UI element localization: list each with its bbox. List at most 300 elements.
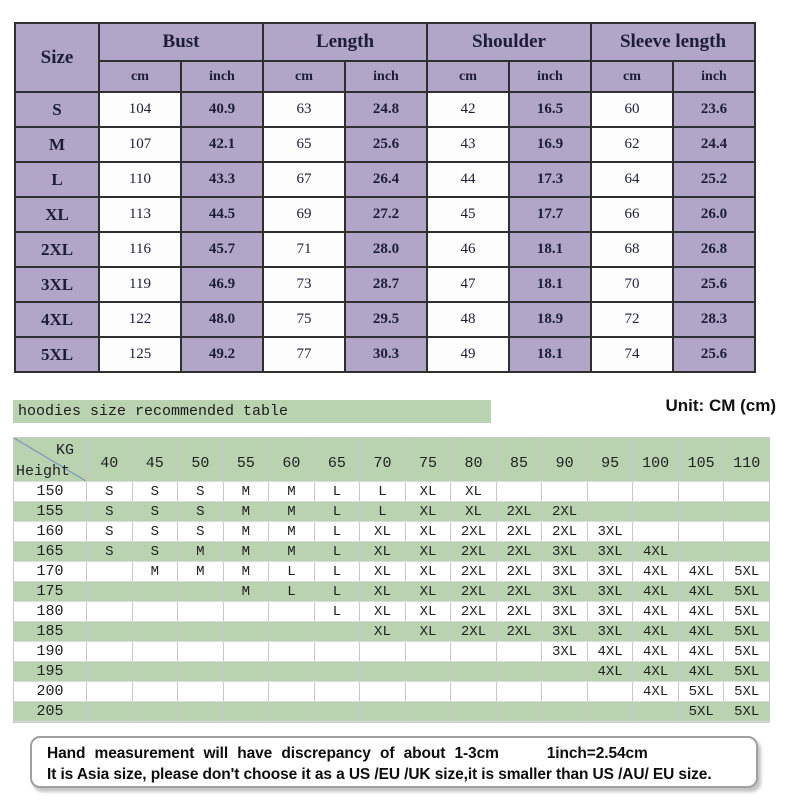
recommend-size-cell: 3XL — [542, 602, 588, 621]
recommend-size-cell: XL — [451, 502, 497, 521]
weight-header-cell: 60 — [269, 438, 315, 481]
recommend-size-cell: M — [269, 522, 315, 541]
recommend-size-cell: 5XL — [734, 643, 760, 660]
cm-value-cell: 66 — [591, 197, 673, 232]
cm-value-cell: 75 — [263, 302, 345, 337]
recommend-size-cell: 4XL — [633, 542, 679, 561]
size-row — [15, 267, 755, 302]
recommend-size-cell: 3XL — [588, 602, 634, 621]
recommend-size-cell — [178, 682, 224, 701]
inch-value-cell: 40.9 — [181, 92, 263, 127]
cm-value-cell: 104 — [99, 92, 181, 127]
recommend-size-cell — [724, 502, 769, 521]
recommend-size-cell: 3XL — [588, 562, 634, 581]
recommend-size-cell: 4XL — [633, 562, 679, 581]
cm-value-cell: 110 — [99, 162, 181, 197]
recommend-size-cell — [360, 642, 406, 661]
cm-value-cell: 113 — [99, 197, 181, 232]
recommend-size-cell: L — [269, 582, 315, 601]
recommend-size-cell: XL — [451, 482, 497, 501]
recommend-size-cell — [542, 662, 588, 681]
recommend-size-cell: S — [133, 502, 179, 521]
weight-header-cell: 70 — [360, 438, 406, 481]
recommend-size-cell: XL — [406, 482, 452, 501]
recommend-size-cell: M — [224, 562, 270, 581]
recommend-size-cell: M — [224, 582, 270, 601]
recommend-size-cell — [178, 662, 224, 681]
size-row — [15, 337, 755, 372]
recommend-size-cell: XL — [406, 502, 452, 521]
weight-header-cell: 45 — [133, 438, 179, 481]
size-row — [15, 197, 755, 232]
height-axis-label: Height — [16, 463, 71, 480]
inch-unit-header: inch — [181, 61, 263, 92]
weight-header-cell: 80 — [451, 438, 497, 481]
height-label-cell: 200 — [14, 682, 87, 701]
recommend-size-cell — [360, 662, 406, 681]
recommend-size-cell — [224, 642, 270, 661]
recommend-row — [14, 502, 769, 522]
recommend-size-cell — [178, 582, 224, 601]
recommend-size-table — [13, 437, 770, 723]
recommend-size-cell — [133, 662, 179, 681]
recommend-size-cell: S — [87, 522, 133, 541]
recommend-size-cell: XL — [406, 542, 452, 561]
recommend-size-cell: M — [269, 542, 315, 561]
recommend-size-cell — [224, 662, 270, 681]
inch-value-cell: 26.4 — [345, 162, 427, 197]
recommend-size-cell: 4XL — [633, 602, 679, 621]
cm-value-cell: 42 — [427, 92, 509, 127]
recommend-size-cell: 2XL — [497, 562, 543, 581]
recommend-size-cell: 4XL — [679, 642, 725, 661]
recommend-size-cell — [497, 662, 543, 681]
height-label-cell: 170 — [14, 562, 87, 581]
recommend-size-cell: 3XL — [588, 622, 634, 641]
recommend-size-cell: S — [87, 502, 133, 521]
recommend-size-cell: M — [224, 522, 270, 541]
unit-header-row — [15, 61, 755, 92]
recommend-size-cell — [178, 642, 224, 661]
recommend-size-cell: S — [87, 482, 133, 501]
weight-header-cell: 50 — [178, 438, 224, 481]
cm-value-cell: 45 — [427, 197, 509, 232]
recommend-size-cell: M — [133, 562, 179, 581]
inch-value-cell: 18.1 — [509, 232, 591, 267]
inch-value-cell: 46.9 — [181, 267, 263, 302]
recommend-size-cell: 5XL — [734, 703, 760, 720]
cm-unit-header: cm — [99, 61, 181, 92]
recommend-size-cell: M — [224, 482, 270, 501]
weight-header-cell: 85 — [497, 438, 543, 481]
size-measurements-table — [14, 22, 756, 373]
recommend-size-cell: 4XL — [588, 662, 634, 681]
recommend-size-cell: 3XL — [542, 562, 588, 581]
recommend-size-cell: 2XL — [451, 582, 497, 601]
recommend-size-cell — [679, 502, 725, 521]
recommend-size-cell — [133, 602, 179, 621]
height-label-cell: 195 — [14, 662, 87, 681]
cm-value-cell: 44 — [427, 162, 509, 197]
recommend-size-cell: L — [315, 522, 361, 541]
recommend-size-cell — [451, 702, 497, 721]
height-label-cell: 165 — [14, 542, 87, 561]
recommend-size-cell: XL — [406, 582, 452, 601]
recommend-size-cell: S — [133, 522, 179, 541]
cm-value-cell: 116 — [99, 232, 181, 267]
recommend-size-cell — [588, 502, 634, 521]
recommend-size-cell — [633, 522, 679, 541]
size-row — [15, 127, 755, 162]
recommend-size-cell: XL — [360, 522, 406, 541]
cm-value-cell: 71 — [263, 232, 345, 267]
cm-value-cell: 65 — [263, 127, 345, 162]
recommend-size-cell: M — [269, 502, 315, 521]
recommend-size-cell — [542, 482, 588, 501]
height-label-cell: 150 — [14, 482, 87, 501]
recommend-size-cell: 2XL — [451, 622, 497, 641]
recommend-size-cell: M — [178, 562, 224, 581]
recommend-size-cell — [133, 622, 179, 641]
recommend-row — [14, 642, 769, 662]
inch-value-cell: 49.2 — [181, 337, 263, 372]
recommend-size-cell: S — [87, 542, 133, 561]
recommend-size-cell: 2XL — [497, 622, 543, 641]
weight-header-cell: 110 — [733, 455, 761, 472]
recommend-size-cell: L — [315, 502, 361, 521]
size-label: M — [15, 127, 99, 162]
size-table-body — [15, 92, 755, 372]
shoulder-header: Shoulder — [427, 23, 591, 61]
recommend-size-cell: L — [315, 602, 361, 621]
recommend-size-cell: 5XL — [734, 683, 760, 700]
recommend-size-cell — [178, 702, 224, 721]
inch-value-cell: 16.5 — [509, 92, 591, 127]
recommend-size-cell — [679, 482, 725, 501]
recommend-size-cell: 5XL — [734, 623, 760, 640]
sleeve-length-header: Sleeve length — [591, 23, 755, 61]
inch-value-cell: 24.8 — [345, 92, 427, 127]
recommend-size-cell: 2XL — [497, 582, 543, 601]
recommend-size-cell: XL — [406, 522, 452, 541]
recommend-size-cell: XL — [406, 562, 452, 581]
recommend-size-cell — [315, 622, 361, 641]
inch-value-cell: 28.7 — [345, 267, 427, 302]
recommend-size-cell — [542, 682, 588, 701]
recommend-size-cell: 2XL — [542, 502, 588, 521]
recommend-size-cell: S — [133, 482, 179, 501]
recommend-size-cell: L — [360, 482, 406, 501]
recommend-size-cell — [497, 682, 543, 701]
recommend-size-cell: 2XL — [497, 502, 543, 521]
recommend-size-cell — [406, 682, 452, 701]
recommend-size-cell: 2XL — [497, 542, 543, 561]
recommend-size-cell — [588, 482, 634, 501]
inch-value-cell: 25.6 — [345, 127, 427, 162]
recommend-size-cell: XL — [360, 562, 406, 581]
recommend-size-cell: 3XL — [542, 542, 588, 561]
recommend-size-cell — [133, 642, 179, 661]
inch-value-cell: 18.1 — [509, 267, 591, 302]
inch-value-cell: 18.1 — [509, 337, 591, 372]
recommend-size-cell: L — [315, 582, 361, 601]
height-label-cell: 205 — [14, 702, 87, 721]
recommend-size-cell: 4XL — [633, 582, 679, 601]
group-header-row — [15, 23, 755, 61]
recommend-size-cell: L — [315, 562, 361, 581]
inch-value-cell: 26.0 — [673, 197, 755, 232]
weight-header-cell: 40 — [87, 438, 133, 481]
inch-value-cell: 18.9 — [509, 302, 591, 337]
cm-value-cell: 72 — [591, 302, 673, 337]
recommend-size-cell — [87, 702, 133, 721]
recommend-row — [14, 582, 769, 602]
recommend-size-cell: M — [224, 502, 270, 521]
recommend-size-cell: 2XL — [451, 602, 497, 621]
weight-header-cell: 105 — [679, 438, 725, 481]
recommend-size-cell: S — [178, 522, 224, 541]
height-label-cell: 160 — [14, 522, 87, 541]
recommend-table-title: hoodies size recommended table — [13, 400, 491, 423]
recommend-size-cell: 4XL — [679, 562, 725, 581]
recommend-size-cell: L — [315, 482, 361, 501]
recommend-size-cell — [269, 642, 315, 661]
size-label: XL — [15, 197, 99, 232]
cm-value-cell: 77 — [263, 337, 345, 372]
recommend-size-cell: XL — [406, 602, 452, 621]
recommend-size-cell — [133, 582, 179, 601]
recommend-size-cell: M — [178, 542, 224, 561]
recommend-size-cell — [588, 702, 634, 721]
cm-value-cell: 43 — [427, 127, 509, 162]
inch-value-cell: 26.8 — [673, 232, 755, 267]
cm-unit-header: cm — [591, 61, 673, 92]
recommend-size-cell — [451, 662, 497, 681]
cm-value-cell: 107 — [99, 127, 181, 162]
cm-value-cell: 125 — [99, 337, 181, 372]
recommend-size-cell: 2XL — [451, 542, 497, 561]
recommend-size-cell — [87, 602, 133, 621]
recommend-size-cell — [269, 602, 315, 621]
recommend-header-row — [14, 438, 769, 482]
recommend-size-cell — [133, 682, 179, 701]
recommend-size-cell: 5XL — [734, 663, 760, 680]
recommend-size-cell: 2XL — [542, 522, 588, 541]
recommend-size-cell — [269, 622, 315, 641]
recommend-size-cell: 3XL — [588, 522, 634, 541]
recommend-size-cell: 5XL — [679, 702, 725, 721]
recommend-size-cell — [315, 662, 361, 681]
recommend-size-cell — [87, 562, 133, 581]
recommend-size-cell — [497, 482, 543, 501]
height-label-cell: 190 — [14, 642, 87, 661]
recommend-size-cell: 4XL — [588, 642, 634, 661]
inch-value-cell: 25.2 — [673, 162, 755, 197]
inch-value-cell: 17.7 — [509, 197, 591, 232]
cm-value-cell: 70 — [591, 267, 673, 302]
recommend-size-cell: XL — [360, 602, 406, 621]
inch-unit-header: inch — [673, 61, 755, 92]
recommend-size-cell: 4XL — [633, 642, 679, 661]
inch-conversion-note: 1inch=2.54cm — [546, 745, 648, 762]
inch-unit-header: inch — [509, 61, 591, 92]
recommend-size-cell: S — [178, 482, 224, 501]
cm-unit-header: cm — [427, 61, 509, 92]
recommend-size-cell: XL — [360, 622, 406, 641]
height-label-cell: 180 — [14, 602, 87, 621]
recommend-size-cell: 2XL — [497, 522, 543, 541]
recommend-size-cell — [224, 602, 270, 621]
recommend-size-cell — [360, 702, 406, 721]
inch-value-cell: 28.3 — [673, 302, 755, 337]
recommend-row — [14, 562, 769, 582]
cm-value-cell: 64 — [591, 162, 673, 197]
inch-value-cell: 25.6 — [673, 337, 755, 372]
hand-measurement-note: Hand measurement will have discrepancy of about 1-3cm — [47, 745, 499, 762]
recommend-size-cell: 5XL — [734, 563, 760, 580]
recommend-size-cell: XL — [406, 622, 452, 641]
size-row — [15, 92, 755, 127]
recommend-size-cell: 3XL — [588, 582, 634, 601]
inch-value-cell: 16.9 — [509, 127, 591, 162]
recommend-size-cell: 3XL — [588, 542, 634, 561]
recommend-size-cell — [87, 582, 133, 601]
recommend-size-cell: 4XL — [679, 602, 725, 621]
unit-note: Unit: CM (cm) — [665, 396, 776, 415]
inch-value-cell: 23.6 — [673, 92, 755, 127]
recommend-size-cell: 4XL — [679, 582, 725, 601]
recommend-size-cell: 4XL — [679, 622, 725, 641]
inch-value-cell: 29.5 — [345, 302, 427, 337]
recommend-row — [14, 662, 769, 682]
weight-header-cell: 100 — [633, 438, 679, 481]
recommend-size-cell: 5XL — [734, 603, 760, 620]
recommend-size-cell — [315, 642, 361, 661]
recommend-row — [14, 702, 769, 722]
kg-height-corner-cell — [14, 438, 87, 481]
cm-value-cell: 122 — [99, 302, 181, 337]
recommend-size-cell — [315, 682, 361, 701]
recommend-size-cell: M — [224, 542, 270, 561]
measurement-note-box — [30, 736, 758, 788]
recommend-size-cell — [87, 662, 133, 681]
recommend-size-cell — [724, 482, 769, 501]
weight-header-cell: 75 — [406, 438, 452, 481]
recommend-size-cell — [451, 642, 497, 661]
recommend-size-cell — [269, 702, 315, 721]
note-line-1 — [47, 743, 741, 764]
inch-value-cell: 42.1 — [181, 127, 263, 162]
recommend-size-cell: L — [315, 542, 361, 561]
recommend-size-cell: 5XL — [734, 583, 760, 600]
cm-value-cell: 46 — [427, 232, 509, 267]
recommend-size-cell — [406, 702, 452, 721]
recommend-size-cell — [224, 682, 270, 701]
recommend-size-cell — [87, 622, 133, 641]
height-label-cell: 175 — [14, 582, 87, 601]
kg-axis-label: KG — [55, 442, 74, 459]
recommend-size-cell — [178, 602, 224, 621]
cm-value-cell: 48 — [427, 302, 509, 337]
recommend-size-cell — [633, 502, 679, 521]
recommend-size-cell: 2XL — [497, 602, 543, 621]
weight-header-cell: 95 — [588, 438, 634, 481]
recommend-row — [14, 602, 769, 622]
recommend-size-cell — [178, 622, 224, 641]
inch-value-cell: 48.0 — [181, 302, 263, 337]
inch-value-cell: 45.7 — [181, 232, 263, 267]
recommend-size-cell: 5XL — [679, 682, 725, 701]
cm-value-cell: 73 — [263, 267, 345, 302]
recommend-size-cell — [224, 622, 270, 641]
inch-value-cell: 24.4 — [673, 127, 755, 162]
recommend-size-cell — [269, 662, 315, 681]
height-label-cell: 185 — [14, 622, 87, 641]
height-label-cell: 155 — [14, 502, 87, 521]
recommend-size-cell — [497, 642, 543, 661]
recommend-size-cell — [724, 542, 769, 561]
size-label: 4XL — [15, 302, 99, 337]
weight-header-cell: 90 — [542, 438, 588, 481]
recommend-size-cell: XL — [360, 542, 406, 561]
recommend-size-cell: 4XL — [633, 662, 679, 681]
recommend-size-cell: M — [269, 482, 315, 501]
size-label: 5XL — [15, 337, 99, 372]
recommend-size-cell — [360, 682, 406, 701]
recommend-size-cell: L — [269, 562, 315, 581]
inch-value-cell: 28.0 — [345, 232, 427, 267]
length-header: Length — [263, 23, 427, 61]
recommend-size-cell: 3XL — [542, 642, 588, 661]
recommend-size-cell — [87, 642, 133, 661]
inch-value-cell: 25.6 — [673, 267, 755, 302]
recommend-size-cell: 4XL — [633, 622, 679, 641]
cm-value-cell: 67 — [263, 162, 345, 197]
size-label: 3XL — [15, 267, 99, 302]
recommend-size-cell: L — [360, 502, 406, 521]
weight-header-cell: 65 — [315, 438, 361, 481]
cm-value-cell: 49 — [427, 337, 509, 372]
size-row — [15, 162, 755, 197]
recommend-size-cell — [87, 682, 133, 701]
cm-value-cell: 74 — [591, 337, 673, 372]
recommend-row — [14, 482, 769, 502]
recommend-size-cell: 3XL — [542, 622, 588, 641]
recommend-size-cell: S — [133, 542, 179, 561]
recommend-size-cell: XL — [360, 582, 406, 601]
cm-value-cell: 69 — [263, 197, 345, 232]
bust-header: Bust — [99, 23, 263, 61]
recommend-size-cell — [724, 522, 769, 541]
cm-value-cell: 62 — [591, 127, 673, 162]
size-row — [15, 302, 755, 337]
recommend-size-cell: 3XL — [542, 582, 588, 601]
inch-unit-header: inch — [345, 61, 427, 92]
cm-unit-header: cm — [263, 61, 345, 92]
recommend-size-cell: 4XL — [633, 682, 679, 701]
inch-value-cell: 17.3 — [509, 162, 591, 197]
cm-value-cell: 47 — [427, 267, 509, 302]
inch-value-cell: 43.3 — [181, 162, 263, 197]
size-label: L — [15, 162, 99, 197]
inch-value-cell: 27.2 — [345, 197, 427, 232]
recommend-size-cell — [406, 662, 452, 681]
recommend-size-cell — [224, 702, 270, 721]
recommend-size-cell — [588, 682, 634, 701]
recommend-size-cell: S — [178, 502, 224, 521]
recommend-size-cell: 2XL — [451, 562, 497, 581]
recommend-row — [14, 522, 769, 542]
